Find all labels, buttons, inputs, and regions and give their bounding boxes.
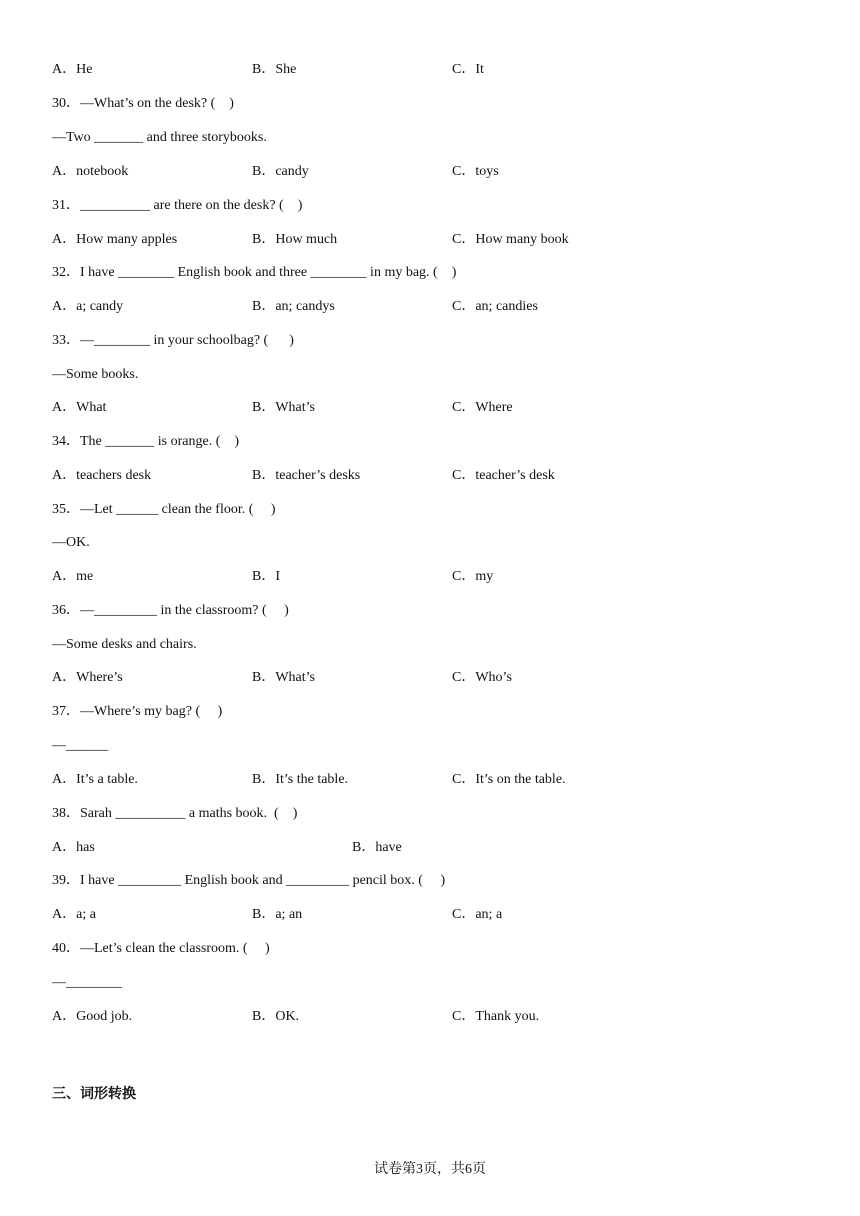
- q39-option-b: B．a; an: [252, 907, 303, 922]
- q36-option-a: A．Where’s: [52, 670, 123, 685]
- q31-option-c: C．How many book: [452, 232, 569, 247]
- page-footer: 试卷第3页，共6页: [374, 1162, 486, 1177]
- q37-question: 37．—Where’s my bag? ( ): [52, 704, 223, 719]
- q33-option-a: A．What: [52, 400, 107, 415]
- q40-option-c: C．Thank you.: [452, 1009, 540, 1024]
- q33-reply: —Some books.: [52, 367, 139, 382]
- q31-option-b: B．How much: [252, 232, 338, 247]
- q30-option-a: A．notebook: [52, 164, 129, 179]
- q32-option-b: B．an; candys: [252, 299, 335, 314]
- q31-option-a: A．How many apples: [52, 232, 178, 247]
- q37-option-b: B．It’s the table.: [252, 772, 349, 787]
- q36-option-b: B．What’s: [252, 670, 315, 685]
- q37-option-c: C．It’s on the table.: [452, 772, 566, 787]
- q34-option-b: B．teacher’s desks: [252, 468, 361, 483]
- q40-reply: —________: [52, 975, 122, 990]
- q37-option-a: A．It’s a table.: [52, 772, 138, 787]
- q29-option-b: B．She: [252, 62, 297, 77]
- q35-question: 35．—Let ______ clean the floor. ( ): [52, 502, 276, 517]
- q29-option-a: A．He: [52, 62, 93, 77]
- q36-option-c: C．Who’s: [452, 670, 512, 685]
- q30-option-c: C．toys: [452, 164, 499, 179]
- q38-option-b: B．have: [352, 840, 402, 855]
- q34-option-c: C．teacher’s desk: [452, 468, 555, 483]
- q34-option-a: A．teachers desk: [52, 468, 152, 483]
- q39-question: 39．I have _________ English book and _________ pencil box. ( ): [52, 873, 446, 888]
- section-title: 三、词形转换: [52, 1086, 136, 1102]
- q30-option-b: B．candy: [252, 164, 309, 179]
- q29-option-c: C．It: [452, 62, 484, 77]
- q40-option-a: A．Good job.: [52, 1009, 133, 1024]
- q37-reply: —______: [52, 738, 108, 753]
- q39-option-c: C．an; a: [452, 907, 503, 922]
- q40-option-b: B．OK.: [252, 1009, 300, 1024]
- q32-question: 32．I have ________ English book and three ________ in my bag. ( ): [52, 265, 457, 280]
- q33-question: 33．—________ in your schoolbag? ( ): [52, 333, 294, 348]
- q34-question: 34．The _______ is orange. ( ): [52, 434, 240, 449]
- q36-question: 36．—_________ in the classroom? ( ): [52, 603, 289, 618]
- q39-option-a: A．a; a: [52, 907, 96, 922]
- q40-question: 40．—Let’s clean the classroom. ( ): [52, 941, 270, 956]
- q33-option-c: C．Where: [452, 400, 513, 415]
- q35-option-c: C．my: [452, 569, 494, 584]
- q33-option-b: B．What’s: [252, 400, 315, 415]
- q38-option-a: A．has: [52, 840, 95, 855]
- q31-question: 31．__________ are there on the desk? ( ): [52, 198, 303, 213]
- q32-option-a: A．a; candy: [52, 299, 124, 314]
- q32-option-c: C．an; candies: [452, 299, 538, 314]
- q30-question: 30．—What’s on the desk? ( ): [52, 96, 234, 111]
- q38-question: 38．Sarah __________ a maths book. ( ): [52, 806, 298, 821]
- q30-reply: —Two _______ and three storybooks.: [52, 130, 267, 145]
- q35-option-b: B．I: [252, 569, 280, 584]
- q35-reply: —OK.: [52, 535, 90, 550]
- q36-reply: —Some desks and chairs.: [52, 637, 197, 652]
- q35-option-a: A．me: [52, 569, 94, 584]
